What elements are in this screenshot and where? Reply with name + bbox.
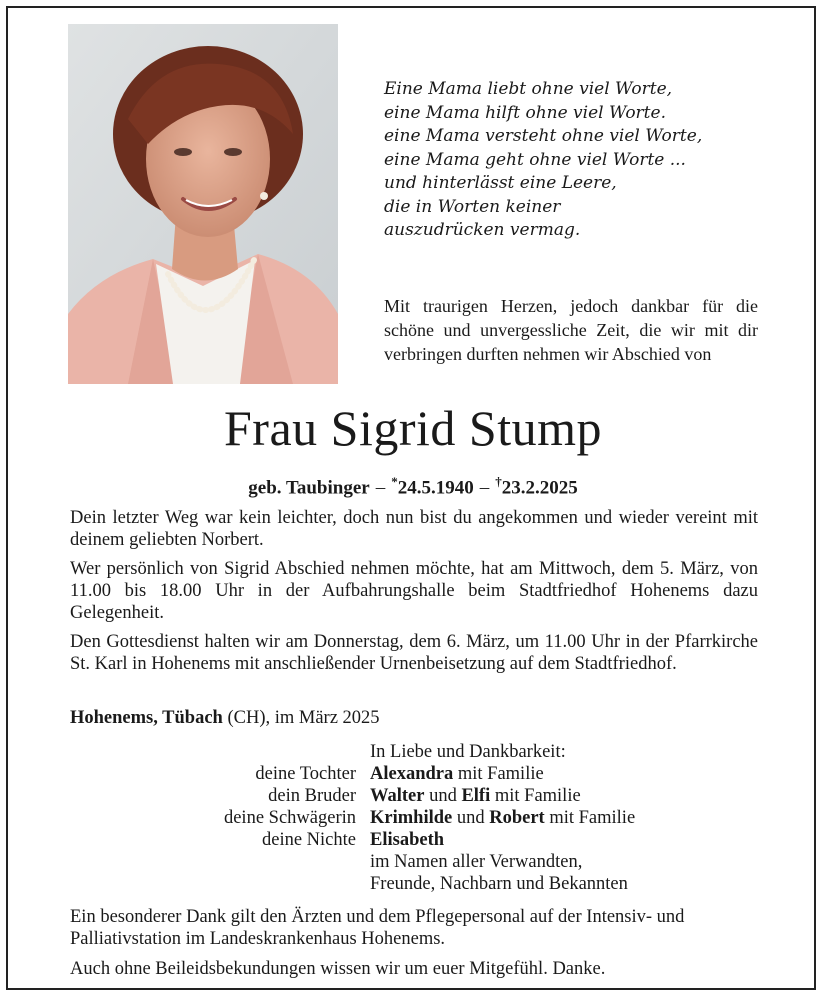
connector: mit Familie xyxy=(490,786,581,806)
family-name: Robert xyxy=(489,808,545,828)
poem-line: auszudrücken vermag. xyxy=(384,220,581,240)
place-rest: (CH), im März 2025 xyxy=(222,708,380,728)
notice-body xyxy=(70,507,758,682)
poem-line: und hinterlässt eine Leere, xyxy=(384,173,617,193)
connector: und xyxy=(424,786,462,806)
poem-line: die in Worten keiner xyxy=(384,196,561,217)
relation: deine Nichte xyxy=(262,830,356,850)
family-name: Elisabeth xyxy=(370,830,445,850)
portrait-photo xyxy=(68,24,338,384)
family-signatures xyxy=(70,741,770,895)
poem-line: eine Mama hilft ohne viel Worte. xyxy=(384,102,666,123)
connector: mit Familie xyxy=(544,808,636,828)
birth-symbol: * xyxy=(391,474,398,489)
life-dates xyxy=(0,470,826,500)
family-row xyxy=(70,785,770,807)
relation: deine Tochter xyxy=(255,764,356,784)
dash: – xyxy=(479,477,490,499)
family-name: Walter xyxy=(370,786,425,806)
connector: und xyxy=(452,808,490,828)
birth-date: 24.5.1940 xyxy=(397,477,474,499)
poem-line: Eine Mama liebt ohne viel Worte, xyxy=(384,79,673,99)
family-header: In Liebe und Dankbarkeit: xyxy=(370,742,566,762)
thanks-section xyxy=(70,906,758,988)
body-paragraph: Den Gottesdienst halten wir am Donnerstag, dem 6. März, um 11.00 Uhr in der Pfarrkirche St. Karl in Hohenems mit anschließender Urnenbeisetzung auf dem Stadtfriedhof. xyxy=(70,632,758,674)
family-closing: Freunde, Nachbarn und Bekannten xyxy=(370,874,628,894)
body-paragraph: Dein letzter Weg war kein leichter, doch nun bist du angekommen und wieder vereint mit deinem geliebten Norbert. xyxy=(70,508,758,550)
relation: dein Bruder xyxy=(268,786,356,806)
connector: mit Familie xyxy=(453,764,544,784)
thanks-paragraph: Auch ohne Beileidsbekundungen wissen wir um euer Mitgefühl. Danke. xyxy=(70,959,606,979)
dash: – xyxy=(375,477,386,499)
family-row xyxy=(70,807,770,829)
family-name: Krimhilde xyxy=(370,808,453,828)
family-row xyxy=(70,763,770,785)
memorial-poem xyxy=(384,78,784,243)
towns: Hohenems, Tübach xyxy=(70,708,223,728)
poem-line: eine Mama geht ohne viel Worte ... xyxy=(384,149,686,170)
family-name: Elfi xyxy=(461,786,491,806)
place-date-line xyxy=(70,707,758,729)
death-date: 23.2.2025 xyxy=(501,477,578,499)
deceased-name: Frau Sigrid Stump xyxy=(224,400,602,456)
family-name: Alexandra xyxy=(370,764,454,784)
thanks-paragraph: Ein besonderer Dank gilt den Ärzten und dem Pflegepersonal auf der Intensiv- und Palliativstation im Landeskrankenhaus Hohenems. xyxy=(70,907,685,949)
family-row xyxy=(70,829,770,851)
poem-line: eine Mama versteht ohne viel Worte, xyxy=(384,126,703,146)
death-symbol: † xyxy=(495,474,502,489)
maiden-name: geb. Taubinger xyxy=(248,477,370,499)
intro-text: Mit traurigen Herzen, jedoch dankbar für die schöne und unvergessliche Zeit, die wir mit dir verbringen durften nehmen wir Abschied von xyxy=(384,296,758,364)
family-closing: im Namen aller Verwandten, xyxy=(370,852,583,872)
body-paragraph: Wer persönlich von Sigrid Abschied nehmen möchte, hat am Mittwoch, dem 5. März, von 11.00 bis 18.00 Uhr in der Aufbahrungshalle beim Stadtfriedhof Hohenems dazu Gelegenheit. xyxy=(70,559,758,623)
relation: deine Schwägerin xyxy=(223,808,356,828)
